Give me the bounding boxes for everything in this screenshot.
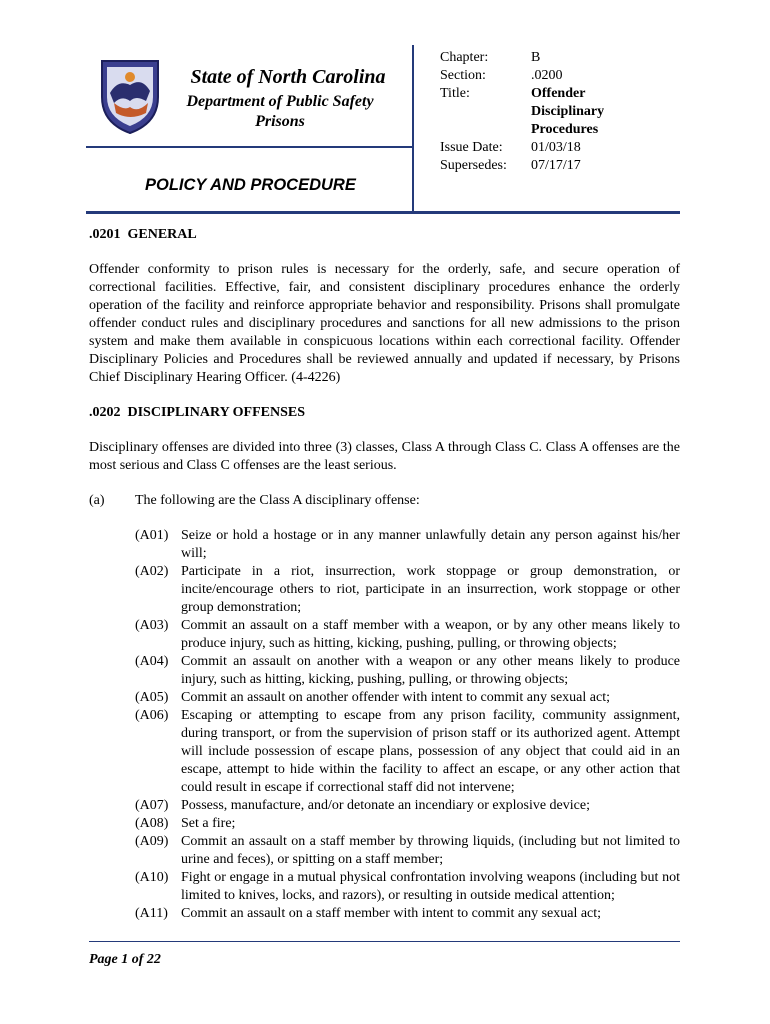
offense-code: (A07) — [135, 798, 169, 813]
offense-text: Escaping or attempting to escape from any prison facility, community assignment, during transport, or from the supervision of prison staff or its authorized agent. Attempt will include possession of escape plans, possession of any object that could aid in an escape, attempt to hide within the facility to affect an escape, or any other action that could result in escape if correctional staff did not intervene; — [181, 708, 680, 795]
offense-code: (A03) — [135, 618, 169, 633]
offense-text: Commit an assault on another offender with intent to commit any sexual act; — [181, 690, 610, 705]
division-name: Prisons — [255, 113, 305, 130]
offense-code: (A06) — [135, 708, 169, 723]
list-item — [135, 797, 680, 815]
issue-date-label: Issue Date: — [440, 140, 503, 155]
title-value-line-3: Procedures — [531, 122, 599, 137]
section-heading-offenses: .0202 DISCIPLINARY OFFENSES — [89, 405, 306, 420]
issue-date-value: 01/03/18 — [531, 140, 581, 155]
chapter-label: Chapter: — [440, 50, 489, 65]
offense-text: Seize or hold a hostage or in any manner unlawfully detain any person against his/her will; — [181, 528, 680, 561]
offense-code: (A01) — [135, 528, 169, 543]
offense-text: Commit an assault on a staff member with intent to commit any sexual act; — [181, 906, 602, 921]
document-meta — [440, 49, 621, 175]
offense-code: (A08) — [135, 816, 169, 831]
list-item — [135, 707, 680, 797]
supersedes-value: 07/17/17 — [531, 158, 581, 173]
offense-text: Fight or engage in a mutual physical confrontation involving weapons (including but not limited to knives, locks, and razors), or resulting in outside medical attention; — [181, 870, 680, 903]
subsection-mark: (a) — [89, 493, 105, 508]
chapter-value: B — [531, 50, 541, 65]
offense-code: (A04) — [135, 654, 169, 669]
section-value: .0200 — [531, 68, 563, 83]
general-paragraph: Offender conformity to prison rules is necessary for the orderly, safe, and secure operation of correctional facilities. Effective, fair, and consistent disciplinary procedures enhance the orderly operation of the facility and reinforce appropriate behavior and responsibility. Prisons shall promulgate offender conduct rules and disciplinary procedures and sanctions for all new admissions to the prison system and make them available in conspicuous locations within each correctional facility. Offender Disciplinary Policies and Procedures shall be reviewed annually and updated if necessary, by Prisons Chief Disciplinary Hearing Officer. (4-4226) — [89, 262, 680, 385]
list-item — [135, 905, 680, 923]
header-bottom-rule — [86, 211, 680, 214]
list-item — [135, 527, 680, 563]
offense-code: (A09) — [135, 834, 169, 849]
supersedes-label: Supersedes: — [440, 158, 507, 173]
offense-text: Commit an assault on another with a weapon or any other means likely to produce injury, such as hitting, kicking, pushing, pulling, or throwing objects; — [181, 654, 680, 687]
department-name: Department of Public Safety — [186, 93, 374, 110]
offense-text: Commit an assault on a staff member by throwing liquids, (including but not limited to urine and feces), or spitting on a staff member; — [181, 834, 680, 867]
header-divider — [86, 146, 412, 148]
offenses-paragraph: Disciplinary offenses are divided into three (3) classes, Class A through Class C. Class A offenses are the most serious and Class C offenses are the least serious. — [89, 440, 680, 473]
offense-code: (A05) — [135, 690, 169, 705]
title-value-line-1: Offender — [531, 86, 586, 101]
offense-code: (A10) — [135, 870, 169, 885]
header-vertical-divider — [412, 45, 414, 212]
list-item — [135, 833, 680, 869]
list-item — [135, 617, 680, 653]
title-value-line-2: Disciplinary — [531, 104, 605, 119]
offense-code: (A11) — [135, 906, 168, 921]
document-type: POLICY AND PROCEDURE — [145, 176, 356, 194]
list-item — [135, 869, 680, 905]
subsection-a — [89, 492, 680, 510]
list-item — [135, 653, 680, 689]
list-item — [135, 563, 680, 617]
section-label: Section: — [440, 68, 486, 83]
department-seal-icon — [96, 57, 164, 135]
offense-code: (A02) — [135, 564, 169, 579]
offense-list — [135, 527, 680, 923]
document-body — [89, 226, 680, 923]
section-heading-general: .0201 GENERAL — [89, 227, 197, 242]
subsection-text: The following are the Class A disciplinary offense: — [135, 493, 420, 508]
list-item — [135, 815, 680, 833]
page-number: Page 1 of 22 — [89, 952, 161, 967]
state-title: State of North Carolina — [190, 66, 386, 88]
title-label: Title: — [440, 86, 470, 101]
offense-text: Possess, manufacture, and/or detonate an incendiary or explosive device; — [181, 798, 590, 813]
offense-text: Set a fire; — [181, 816, 236, 831]
footer-rule — [89, 941, 680, 942]
offense-text: Commit an assault on a staff member with a weapon, or by any other means likely to produce injury, such as hitting, kicking, pushing, pulling, or throwing objects; — [181, 618, 680, 651]
offense-text: Participate in a riot, insurrection, work stoppage or group demonstration, or incite/encourage others to riot, participate in an insurrection, work stoppage or other group demonstration; — [181, 564, 680, 615]
list-item — [135, 689, 680, 707]
